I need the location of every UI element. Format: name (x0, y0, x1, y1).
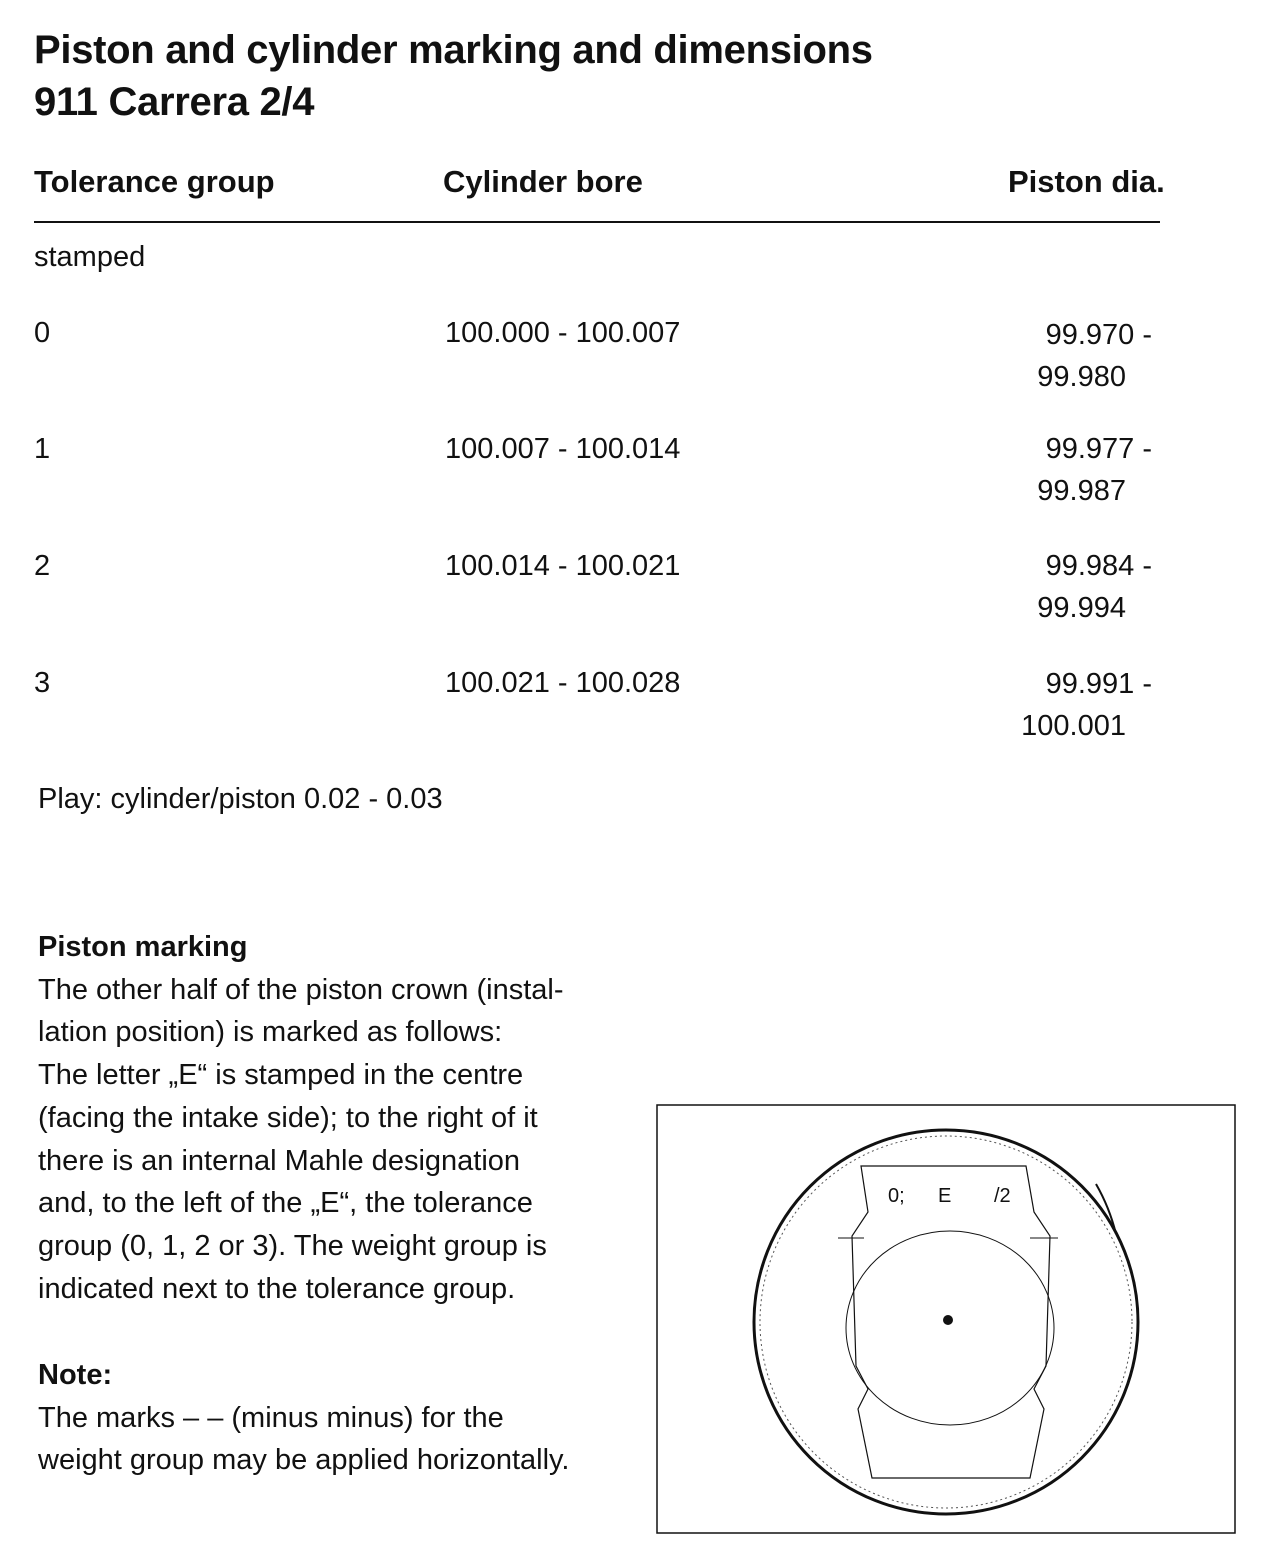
row-0-group: 0 (34, 317, 51, 349)
row-1-piston (1012, 428, 1152, 512)
row-0-bore: 100.000 - 100.007 (445, 317, 681, 349)
note-line: weight group may be applied horizontally. (38, 1444, 570, 1477)
row-0-piston (1012, 314, 1152, 398)
row-1-piston-min: 99.977 - (1045, 433, 1152, 465)
rim-edge-mark (1096, 1184, 1116, 1234)
piston-crown-figure (656, 1104, 1236, 1534)
row-3-group: 3 (34, 667, 51, 699)
piston-marking-line: The letter „E“ is stamped in the centre (38, 1059, 524, 1092)
mark-mahle-designation: /2 (994, 1185, 1011, 1207)
row-2-piston-max: 99.994 (1037, 592, 1126, 624)
mark-tolerance-weight: 0; (888, 1185, 905, 1207)
row-3-piston-min: 99.991 - (1045, 668, 1152, 700)
row-1-group: 1 (34, 433, 51, 465)
row-2-bore: 100.014 - 100.021 (445, 550, 681, 582)
piston-marking-line: (facing the intake side); to the right of it (38, 1101, 538, 1134)
note-line: The marks – – (minus minus) for the (38, 1401, 504, 1434)
row-0-piston-max: 99.980 (1037, 361, 1126, 393)
page-title (34, 24, 873, 128)
mark-intake-e: E (938, 1185, 952, 1207)
piston-marking-line: The other half of the piston crown (instal- (38, 973, 564, 1006)
row-3-piston (1012, 663, 1152, 747)
row-2-piston-min: 99.984 - (1045, 550, 1152, 582)
title-line-2: 911 Carrera 2/4 (34, 80, 315, 124)
piston-marking-heading: Piston marking (38, 931, 248, 963)
row-3-bore: 100.021 - 100.028 (445, 667, 681, 699)
row-2-group: 2 (34, 550, 51, 582)
header-cylinder-bore: Cylinder bore (443, 164, 643, 199)
header-tolerance-group: Tolerance group (34, 164, 275, 199)
stamped-label: stamped (34, 241, 146, 273)
row-1-piston-max: 99.987 (1037, 475, 1126, 507)
header-piston-dia: Piston dia. (1008, 164, 1165, 199)
row-0-piston-min: 99.970 - (1045, 319, 1152, 351)
piston-marking-line: there is an internal Mahle designation (38, 1144, 521, 1177)
piston-marking-line: group (0, 1, 2 or 3). The weight group is (38, 1229, 547, 1262)
play-note: Play: cylinder/piston 0.02 - 0.03 (38, 783, 443, 815)
header-divider (34, 221, 1160, 223)
centre-dot (943, 1315, 953, 1325)
note-section (38, 1354, 569, 1482)
row-2-piston (1012, 545, 1152, 629)
piston-marking-line: indicated next to the tolerance group. (38, 1272, 516, 1305)
piston-marking-section (38, 926, 563, 1310)
note-heading: Note: (38, 1359, 113, 1391)
title-line-1: Piston and cylinder marking and dimensions (34, 28, 873, 72)
piston-marking-line: lation position) is marked as follows: (38, 1016, 503, 1049)
row-1-bore: 100.007 - 100.014 (445, 433, 681, 465)
row-3-piston-max: 100.001 (1021, 710, 1126, 742)
piston-marking-line: and, to the left of the „E“, the tolerance (38, 1187, 533, 1220)
piston-crown-diagram (656, 1104, 1236, 1534)
combustion-bowl (846, 1231, 1054, 1425)
